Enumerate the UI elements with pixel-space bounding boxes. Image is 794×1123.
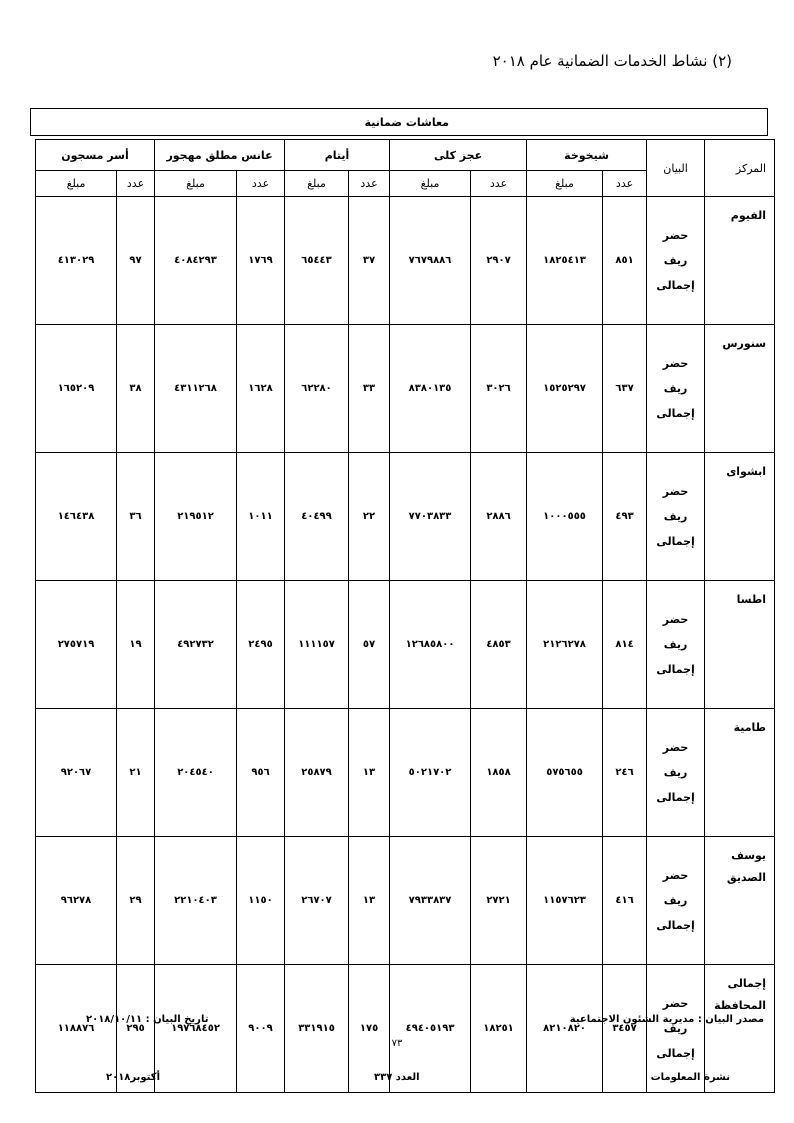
unmarried-amount: ٤٠٨٤٢٩٣ [155,197,237,325]
unmarried-count: ١٦٢٨ [237,325,285,453]
header-center: المركز [705,140,775,197]
old-age-amount: ١٠٠٠٥٥٥ [527,453,603,581]
prisoner-families-amount: ٢٧٥٧١٩ [36,581,117,709]
disability-count: ١٨٥٨ [471,709,527,837]
unmarried-amount: ٢١٩٥١٢ [155,453,237,581]
unmarried-amount: ٢٢١٠٤٠٣ [155,837,237,965]
orphans-amount: ٦٥٤٤٣ [285,197,349,325]
label-total: إجمالى [656,407,695,420]
prisoner-families-count: ٢٩ [117,837,155,965]
old-age-amount: ٨٢١٠٨٢٠ [527,965,603,1093]
old-age-amount: ١٨٢٥٤١٣ [527,197,603,325]
header-row-groups [36,140,775,171]
orphans-amount: ٤٠٤٩٩ [285,453,349,581]
label-urban: حضر [662,997,689,1010]
label-rural: ريف [663,894,688,907]
statement-labels [647,325,705,453]
table-row [36,325,775,453]
label-urban: حضر [662,485,689,498]
orphans-count: ٥٧ [349,581,390,709]
old-age-count: ٤١٦ [603,837,647,965]
prisoner-families-amount: ٩٢٠٦٧ [36,709,117,837]
table-row [36,197,775,325]
unmarried-amount: ٢٠٤٥٤٠ [155,709,237,837]
old-age-count: ٨١٤ [603,581,647,709]
page-title: (٢) نشاط الخدمات الضمانية عام ٢٠١٨ [492,52,732,70]
source-note: مصدر البيان : مديرية الشئون الاجتماعية [569,1014,764,1025]
footer-month: أكتوبر٢٠١٨ [106,1072,160,1083]
prisoner-families-count: ١٩ [117,581,155,709]
prisoner-families-count: ٢٩٥ [117,965,155,1093]
label-urban: حضر [662,357,689,370]
table-row [36,709,775,837]
unmarried-count: ٢٤٩٥ [237,581,285,709]
label-rural: ريف [663,510,688,523]
header-statement: البيان [647,140,705,197]
label-urban: حضر [662,741,689,754]
orphans-amount: ٢٥٨٧٩ [285,709,349,837]
label-rural: ريف [663,382,688,395]
header-count: عدد [237,171,285,197]
prisoner-families-count: ٣٨ [117,325,155,453]
header-count: عدد [471,171,527,197]
statement-labels [647,581,705,709]
header-amount: مبلغ [155,171,237,197]
header-amount: مبلغ [527,171,603,197]
header-group-old-age: شيخوخة [527,140,647,171]
header-group-disability: عجز كلى [390,140,527,171]
disability-amount: ٧٩٣٣٨٣٧ [390,837,471,965]
label-total: إجمالى [656,535,695,548]
disability-count: ٢٨٨٦ [471,453,527,581]
label-total: إجمالى [656,1047,695,1060]
center-name: يوسف الصديق [705,837,775,965]
table-row [36,453,775,581]
disability-amount: ١٢٦٨٥٨٠٠ [390,581,471,709]
orphans-count: ٢٢ [349,453,390,581]
unmarried-amount: ٤٣١١٢٦٨ [155,325,237,453]
header-group-orphans: أيتام [285,140,390,171]
label-total: إجمالى [656,663,695,676]
label-total: إجمالى [656,919,695,932]
disability-count: ١٨٢٥١ [471,965,527,1093]
statement-labels [647,453,705,581]
orphans-count: ٣٣ [349,325,390,453]
footer-issue: العدد ٣٣٧ [374,1072,420,1083]
disability-amount: ٨٣٨٠١٣٥ [390,325,471,453]
center-name: الفيوم [705,197,775,325]
old-age-amount: ٥٧٥٦٥٥ [527,709,603,837]
old-age-count: ٤٩٣ [603,453,647,581]
old-age-amount: ١٥٢٥٢٩٧ [527,325,603,453]
unmarried-amount: ١٩٧٦٨٤٥٢ [155,965,237,1093]
label-total: إجمالى [656,791,695,804]
center-name: اطسا [705,581,775,709]
old-age-count: ٨٥١ [603,197,647,325]
header-amount: مبلغ [36,171,117,197]
orphans-count: ٣٧ [349,197,390,325]
section-title: معاشات ضمانية [364,116,449,129]
disability-count: ٢٧٢١ [471,837,527,965]
label-rural: ريف [663,766,688,779]
statement-labels [647,197,705,325]
unmarried-count: ١١٥٠ [237,837,285,965]
disability-count: ٣٠٢٦ [471,325,527,453]
header-count: عدد [117,171,155,197]
prisoner-families-amount: ١٦٥٢٠٩ [36,325,117,453]
old-age-count: ٦٣٧ [603,325,647,453]
header-count: عدد [349,171,390,197]
label-urban: حضر [662,229,689,242]
unmarried-count: ٩٠٠٩ [237,965,285,1093]
header-amount: مبلغ [390,171,471,197]
disability-amount: ٤٩٤٠٥١٩٣ [390,965,471,1093]
label-rural: ريف [663,254,688,267]
header-group-unmarried-divorced: عانس مطلق مهجور [155,140,285,171]
orphans-count: ١٧٥ [349,965,390,1093]
disability-amount: ٧٦٧٩٨٨٦ [390,197,471,325]
header-count: عدد [603,171,647,197]
pensions-table [35,139,775,1093]
old-age-amount: ٢١٢٦٢٧٨ [527,581,603,709]
date-note: تاريخ البيان : ٢٠١٨/١٠/١١ [86,1014,209,1025]
disability-count: ٢٩٠٧ [471,197,527,325]
header-amount: مبلغ [285,171,349,197]
table-row [36,581,775,709]
orphans-count: ١٣ [349,709,390,837]
unmarried-count: ١٠١١ [237,453,285,581]
unmarried-amount: ٤٩٢٧٣٢ [155,581,237,709]
old-age-count: ٣٤٥٧ [603,965,647,1093]
label-urban: حضر [662,613,689,626]
orphans-amount: ٢٦٧٠٧ [285,837,349,965]
center-name: سنورس [705,325,775,453]
prisoner-families-count: ٢١ [117,709,155,837]
footer-publication: نشرة المعلومات [650,1072,730,1083]
prisoner-families-amount: ٤١٣٠٢٩ [36,197,117,325]
unmarried-count: ٩٥٦ [237,709,285,837]
header-group-prisoner-families: أسر مسجون [36,140,155,171]
page-number: ٧٣ [391,1038,403,1049]
label-rural: ريف [663,638,688,651]
prisoner-families-amount: ٩٦٢٧٨ [36,837,117,965]
disability-amount: ٥٠٢١٧٠٢ [390,709,471,837]
prisoner-families-amount: ١١٨٨٧٦ [36,965,117,1093]
orphans-amount: ٦٢٢٨٠ [285,325,349,453]
prisoner-families-count: ٣٦ [117,453,155,581]
unmarried-count: ١٧٦٩ [237,197,285,325]
center-name: طامية [705,709,775,837]
center-name: ابشواى [705,453,775,581]
orphans-amount: ٣٣١٩١٥ [285,965,349,1093]
center-name: إجمالى المحافظة [705,965,775,1093]
label-rural: ريف [663,1022,688,1035]
disability-count: ٤٨٥٣ [471,581,527,709]
label-total: إجمالى [656,279,695,292]
old-age-count: ٢٤٦ [603,709,647,837]
prisoner-families-amount: ١٤٦٤٣٨ [36,453,117,581]
statement-labels [647,837,705,965]
orphans-count: ١٣ [349,837,390,965]
prisoner-families-count: ٩٧ [117,197,155,325]
old-age-amount: ١١٥٧٦٢٣ [527,837,603,965]
section-header-box [30,108,768,136]
statement-labels [647,709,705,837]
table-row [36,837,775,965]
disability-amount: ٧٧٠٣٨٣٣ [390,453,471,581]
label-urban: حضر [662,869,689,882]
orphans-amount: ١١١١٥٧ [285,581,349,709]
